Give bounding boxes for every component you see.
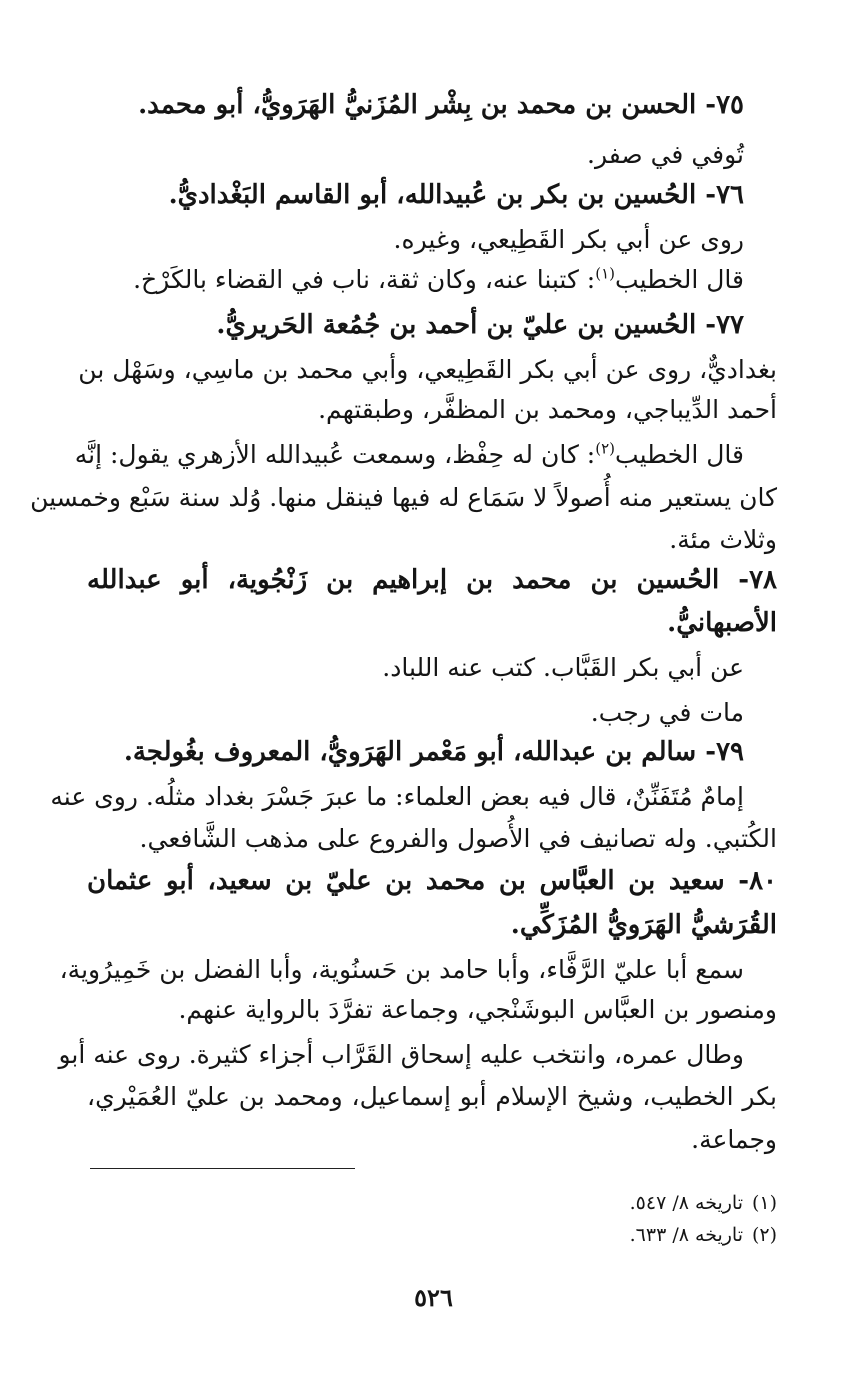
entry-77-text-line4: كان يستعير منه أُصولاً لا سَمَاع له فيها فينقل منها. وُلد سنة سَبْع وخمسين [30, 483, 777, 512]
footnote-ref-1[interactable]: (١) [595, 264, 616, 283]
entry-75-heading: ٧٥- الحسن بن محمد بن بِشْر المُزَنيُّ الهَرَويُّ، أبو محمد. [138, 90, 744, 120]
footnote-divider [90, 1168, 355, 1169]
entry-77-quote-lead: قال الخطيب [615, 440, 744, 469]
entry-79-text-line1: إمامٌ مُتَفَنِّنٌ، قال فيه بعض العلماء: ما عبرَ جَسْرَ بغداد مثلُه. روى عنه [50, 782, 744, 811]
footnote-1-number: (١) [751, 1192, 777, 1214]
entry-77-text-line1: بغداديٌّ، روى عن أبي بكر القَطِيعي، وأبي محمد بن ماسِي، وسَهْل بن [78, 355, 777, 384]
page-number: ٥٢٦ [414, 1283, 453, 1312]
entry-77-text-line5: وثلاث مئة. [669, 525, 777, 554]
entry-76-heading: ٧٦- الحُسين بن بكر بن عُبيدالله، أبو القاسم البَغْداديُّ. [168, 180, 744, 210]
entry-79-heading: ٧٩- سالم بن عبدالله، أبو مَعْمر الهَرَويُّ، المعروف بغُولجة. [123, 737, 744, 767]
footnote-2-text: تاريخه ٨/ ٦٣٣. [629, 1224, 743, 1246]
entry-77-heading: ٧٧- الحُسين بن عليّ بن أحمد بن جُمُعة الحَريريُّ. [216, 310, 744, 340]
entry-76-quote-lead: قال الخطيب [615, 265, 744, 294]
entry-76-quote [87, 265, 744, 295]
entry-80-text-line2: ومنصور بن العبَّاس البوشَنْجي، وجماعة تفرَّدَ بالرواية عنهم. [178, 995, 777, 1024]
entry-75-text: تُوفي في صفر. [587, 140, 744, 169]
entry-77-quote [74, 439, 744, 470]
footnote-ref-2[interactable]: (٢) [595, 439, 616, 458]
entry-76-text: روى عن أبي بكر القَطِيعي، وغيره. [393, 225, 744, 254]
entry-78-text: عن أبي بكر القَبَّاب. كتب عنه اللباد. [382, 653, 744, 682]
footnote-1 [630, 1192, 777, 1214]
footnote-2 [630, 1224, 777, 1246]
entry-77-text-line2: أحمد الدِّيباجي، ومحمد بن المظفَّر، وطبقتهم. [318, 395, 777, 424]
entry-80-text-line1: سمع أبا عليّ الرَّفَّاء، وأبا حامد بن حَسنُوية، وأبا الفضل بن خَمِيرُوية، [59, 955, 744, 984]
entry-78-heading-line1: ٧٨- الحُسين بن محمد بن إبراهيم بن زَنْجُوية، أبو عبدالله [87, 565, 777, 595]
entry-80-text-line4: بكر الخطيب، وشيخ الإسلام أبو إسماعيل، ومحمد بن عليّ العُمَيْري، [87, 1082, 777, 1111]
entry-80-text-line3: وطال عمره، وانتخب عليه إسحاق القَرَّاب أجزاء كثيرة. روى عنه أبو [58, 1040, 744, 1069]
footnote-2-number: (٢) [751, 1224, 777, 1246]
entry-80-text-line5: وجماعة. [691, 1125, 777, 1154]
entry-80-heading-line1: ٨٠- سعيد بن العبَّاس بن محمد بن عليّ بن سعيد، أبو عثمان [87, 866, 777, 896]
entry-76-quote-body: : كتبنا عنه، وكان ثقة، ناب في القضاء بالكَرْخ. [133, 265, 596, 294]
entry-78-death: مات في رجب. [590, 698, 744, 727]
footnote-1-text: تاريخه ٨/ ٥٤٧. [629, 1192, 743, 1214]
entry-77-quote-body: : كان له حِفْظ، وسمعت عُبيدالله الأزهري يقول: إنَّه [74, 440, 596, 469]
entry-78-heading-line2: الأصبهانيُّ. [667, 608, 777, 638]
entry-80-heading-line2: القُرَشيُّ الهَرَويُّ المُزَكِّي. [510, 910, 777, 940]
entry-79-text-line2: الكُتبي. وله تصانيف في الأُصول والفروع على مذهب الشَّافعي. [139, 824, 777, 853]
